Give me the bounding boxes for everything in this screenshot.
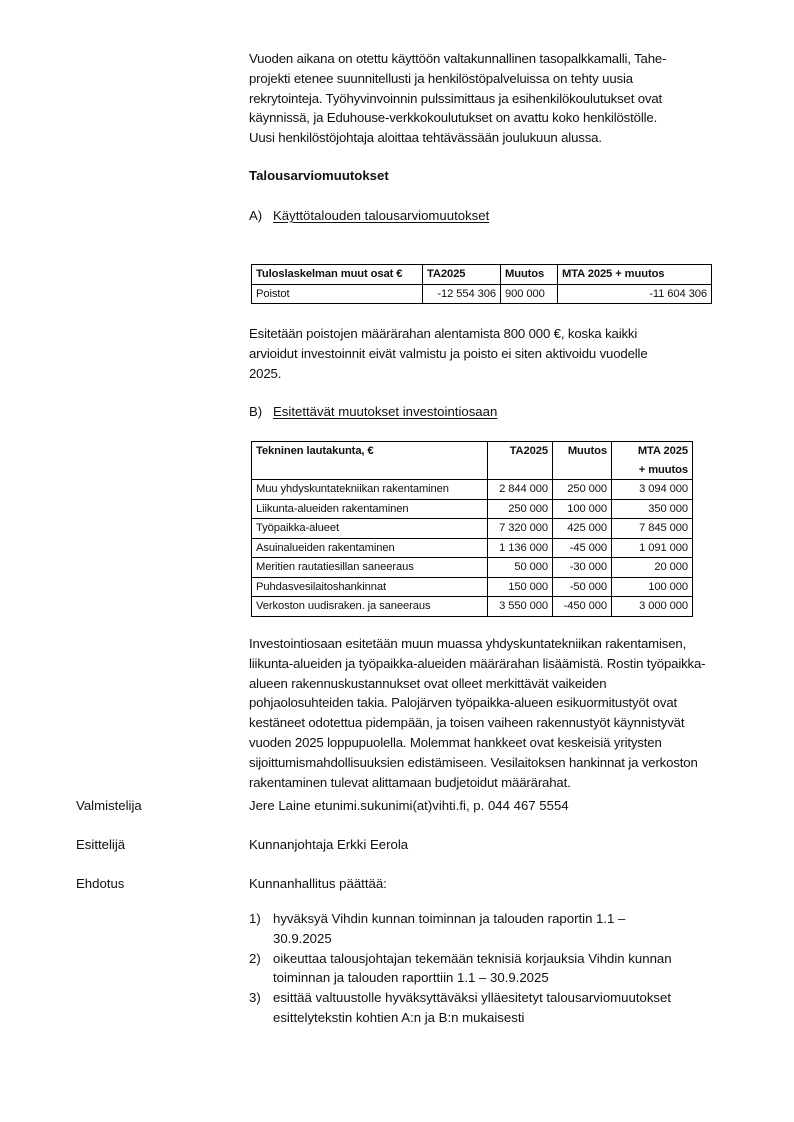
decision-number: 1) [249,911,261,926]
text-line: vuoden 2025 loppupuolella. Molemmat hankkeet ovat keskeisiä yritysten [249,734,662,750]
table-cell: Poistot [252,284,423,304]
presenter-value: Kunnanjohtaja Erkki Eerola [249,837,409,852]
table-cell: 250 000 [553,480,612,500]
table-header-row [252,442,693,480]
text-line: hyväksyä Vihdin kunnan toiminnan ja talouden raportin 1.1 – [273,911,626,926]
text-line: sijoittumismahdollisuuksien edistämiseen. Vesilaitoksen hankinnat ja verkoston [249,754,698,770]
text-line: 2025. [249,365,282,381]
header-cell: Tekninen lautakunta, € [252,442,488,480]
preparer-value: Jere Laine etunimi.sukunimi(at)vihti.fi, p. 044 467 5554 [249,798,569,813]
table-cell: 250 000 [488,499,553,519]
table-cell: 1 136 000 [488,538,553,558]
table-row [252,480,693,500]
header-cell [612,442,693,480]
text-line: Uusi henkilöstöjohtaja aloittaa tehtävässään joulukuun alussa. [249,130,602,146]
presenter-label: Esittelijä [76,837,126,852]
budget-changes-heading: Talousarviomuutokset [249,168,389,183]
proposal-value: Kunnanhallitus päättää: [249,876,387,891]
table-cell: Muu yhdyskuntatekniikan rakentaminen [252,480,488,500]
table-cell: -11 604 306 [558,284,712,304]
header-cell: TA2025 [423,265,501,285]
table-cell: -30 000 [553,558,612,578]
table-cell: 100 000 [612,577,693,597]
table-cell: -450 000 [553,597,612,617]
text-line: Investointiosaan esitetään muun muassa yhdyskuntatekniikan rakentamisen, [249,636,687,651]
table-row [252,577,693,597]
table-cell: 3 000 000 [612,597,693,617]
section-b-heading [249,402,497,421]
section-a-letter: A) [249,208,263,223]
table-cell: Työpaikka-alueet [252,519,488,539]
text-line: Vuoden aikana on otettu käyttöön valtakunnallinen tasopalkkamalli, Tahe- [249,51,667,66]
decision-item [249,909,739,949]
decision-item [249,988,739,1028]
table-cell: Verkoston uudisraken. ja saneeraus [252,597,488,617]
preparer-label: Valmistelija [76,798,142,813]
section-a-title: Käyttötalouden talousarviomuutokset [273,208,490,223]
table-cell: 50 000 [488,558,553,578]
text-line: Esitetään poistojen määrärahan alentamista 800 000 €, koska kaikki [249,326,638,341]
text-line: esittää valtuustolle hyväksyttäväksi ylläesitetyt talousarviomuutokset [273,990,672,1006]
table-cell: 150 000 [488,577,553,597]
table-row [252,499,693,519]
decision-list [249,909,739,1028]
section-b-paragraph [249,634,739,792]
section-a-paragraph [249,324,739,383]
section-b-letter: B) [249,404,263,419]
table-row [252,538,693,558]
table-header-row [252,265,712,285]
text-line: pohjaolosuhteiden takia. Palojärven työpaikka-alueen esikuormitustyöt ovat [249,695,678,711]
header-cell: Muutos [501,265,558,285]
intro-paragraph [249,49,739,148]
text-line: 30.9.2025 [273,930,332,946]
table-cell: 1 091 000 [612,538,693,558]
section-b-title: Esitettävät muutokset investointiosaan [273,404,498,419]
header-cell: Muutos [553,442,612,480]
table-cell: 900 000 [501,284,558,304]
decision-number: 2) [249,950,261,966]
text-line: toiminnan ja talouden raporttiin 1.1 – 30.9.2025 [273,970,549,986]
table-row [252,597,693,617]
text-line: alueen rakennuskustannukset ovat olleet merkittävät vaikeiden [249,675,607,691]
proposal-label: Ehdotus [76,876,125,891]
text-line: kestäneet odotettua pidempään, ja toisen vaiheen rakennustyöt käynnistyvät [249,715,685,731]
header-cell: MTA 2025 + muutos [558,265,712,285]
table-cell: 2 844 000 [488,480,553,500]
table-cell: -12 554 306 [423,284,501,304]
header-cell: Tuloslaskelman muut osat € [252,265,423,285]
table-cell: -45 000 [553,538,612,558]
text-line: projekti etenee suunnitellusti ja henkilöstöpalveluissa on tehty uusia [249,70,633,86]
table-cell: Meritien rautatiesillan saneeraus [252,558,488,578]
table-row [252,558,693,578]
decision-item [249,949,739,989]
text-line: käynnissä, ja Eduhouse-verkkokoulutukset on avattu koko henkilöstölle. [249,110,658,126]
table-row [252,284,712,304]
text-line: rakentaminen tulevat alittamaan budjetoidut määrärahat. [249,774,571,790]
text-line: esittelytekstin kohtien A:n ja B:n mukaisesti [273,1009,525,1025]
text-line: oikeuttaa talousjohtajan tekemään teknisiä korjauksia Vihdin kunnan [273,950,672,966]
table-cell: 100 000 [553,499,612,519]
table-cell: 350 000 [612,499,693,519]
header-cell-line: MTA 2025 [637,445,688,457]
decision-number: 3) [249,990,261,1006]
header-cell-line: + muutos [638,463,688,476]
investment-changes-table [251,441,693,617]
table-cell: 7 320 000 [488,519,553,539]
table-cell: 20 000 [612,558,693,578]
table-cell: Puhdasvesilaitoshankinnat [252,577,488,597]
section-a-heading [249,206,489,225]
table-cell: Liikunta-alueiden rakentaminen [252,499,488,519]
table-cell: 3 094 000 [612,480,693,500]
table-cell: -50 000 [553,577,612,597]
header-cell: TA2025 [488,442,553,480]
text-line: arvioidut investoinnit eivät valmistu ja poisto ei siten aktivoidu vuodelle [249,345,648,361]
table-cell: Asuinalueiden rakentaminen [252,538,488,558]
table-cell: 425 000 [553,519,612,539]
table-row [252,519,693,539]
text-line: liikunta-alueiden ja työpaikka-alueiden määrärahan lisäämistä. Rostin työpaikka- [249,655,706,671]
text-line: rekrytointeja. Työhyvinvoinnin pulssimittaus ja esihenkilökoulutukset ovat [249,90,663,106]
table-cell: 3 550 000 [488,597,553,617]
operating-budget-table [251,264,712,304]
table-cell: 7 845 000 [612,519,693,539]
